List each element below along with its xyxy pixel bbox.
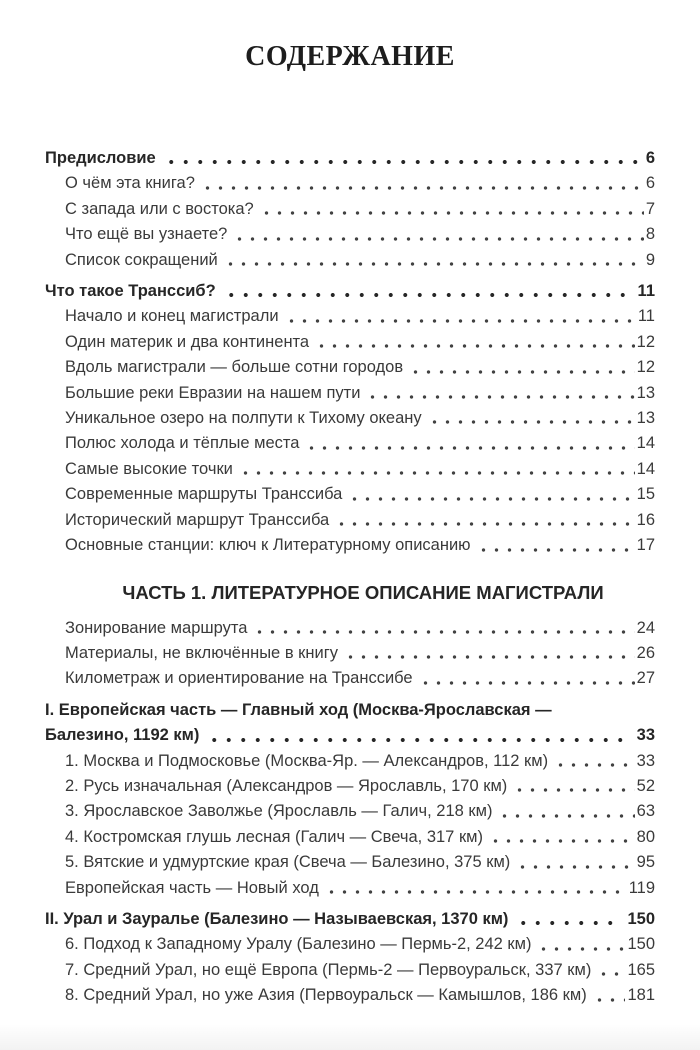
toc-entry-page-number: 80 — [636, 827, 655, 846]
dot-leader — [238, 471, 635, 475]
dot-leader — [592, 998, 626, 1002]
toc-entry-chapter-cont-21 — [45, 723, 655, 748]
dot-leader — [206, 738, 628, 742]
toc-entry-page-number: 6 — [645, 174, 655, 193]
toc-list — [45, 146, 655, 1009]
toc-entry-page-number: 27 — [636, 669, 655, 688]
toc-entry-item-4 — [45, 248, 655, 273]
dot-leader — [427, 420, 635, 424]
toc-entry-label: Что такое Транссиб? — [45, 282, 216, 301]
dot-leader — [223, 262, 644, 266]
toc-entry-item-12 — [45, 457, 655, 482]
dot-leader — [324, 890, 627, 894]
toc-entry-item-26 — [45, 850, 655, 875]
toc-entry-label: II. Урал и Зауралье (Балезино — Называевская, 1370 км) — [45, 909, 509, 928]
toc-entry-item-18 — [45, 641, 655, 666]
dot-leader — [347, 497, 634, 501]
toc-entry-label: Начало и конец магистрали — [65, 307, 279, 326]
toc-entry-label: Большие реки Евразии на нашем пути — [65, 383, 361, 402]
toc-entry-item-27 — [45, 876, 655, 901]
dot-leader — [314, 344, 635, 348]
dot-leader — [408, 370, 635, 374]
toc-entry-page-number: 95 — [636, 853, 655, 872]
dot-leader — [259, 211, 644, 215]
toc-entry-page-number: 165 — [627, 960, 655, 979]
toc-entry-page-number: 6 — [645, 149, 655, 167]
toc-entry-label: Современные маршруты Транссиба — [65, 485, 343, 504]
toc-entry-label: 5. Вятские и удмуртские края (Свеча — Балезино, 375 км) — [65, 853, 511, 872]
toc-entry-page-number: 33 — [636, 751, 655, 770]
toc-entry-label: I. Европейская часть — Главный ход (Москва-Ярославская — — [45, 700, 552, 719]
toc-entry-label: 7. Средний Урал, но ещё Европа (Пермь-2 — Первоуральск, 337 км) — [65, 960, 592, 979]
toc-entry-item-13 — [45, 482, 655, 507]
toc-entry-chapter-first-20 — [45, 698, 655, 723]
toc-entry-page-number: 150 — [627, 909, 655, 928]
dot-leader — [497, 814, 634, 818]
dot-leader — [476, 548, 635, 552]
toc-entry-item-23 — [45, 774, 655, 799]
toc-entry-label: 8. Средний Урал, но уже Азия (Первоуральск — Камышлов, 186 км) — [65, 986, 587, 1005]
toc-entry-label: Балезино, 1192 км) — [45, 726, 200, 745]
toc-entry-chapter-5 — [45, 279, 655, 304]
toc-entry-label: 2. Русь изначальная (Александров — Ярославль, 170 км) — [65, 776, 508, 795]
toc-entry-page-number: 11 — [637, 282, 655, 301]
page-bottom-shadow — [0, 1024, 700, 1050]
toc-entry-label: Список сокращений — [65, 250, 218, 269]
toc-entry-page-number: 13 — [636, 383, 655, 402]
toc-entry-item-2 — [45, 197, 655, 222]
dot-leader — [334, 522, 634, 526]
toc-entry-label: Исторический маршрут Транссиба — [65, 510, 330, 529]
toc-entry-label: 3. Ярославское Заволжье (Ярославль — Галич, 218 км) — [65, 802, 493, 821]
dot-leader — [536, 947, 625, 951]
dot-leader — [596, 972, 625, 976]
toc-entry-page-number: 13 — [636, 409, 655, 428]
toc-entry-page-number: 14 — [636, 434, 655, 453]
toc-entry-label: Основные станции: ключ к Литературному описанию — [65, 536, 471, 555]
toc-entry-item-15 — [45, 533, 655, 558]
dot-leader — [365, 395, 634, 399]
toc-entry-chapter-28 — [45, 907, 655, 932]
dot-leader — [163, 160, 638, 164]
toc-entry-page-number: 16 — [636, 510, 655, 529]
dot-leader — [553, 763, 635, 767]
toc-entry-page-number: 181 — [627, 986, 655, 1005]
toc-entry-item-19 — [45, 666, 655, 691]
toc-entry-part-16 — [58, 580, 668, 605]
toc-entry-item-24 — [45, 799, 655, 824]
toc-entry-item-8 — [45, 355, 655, 380]
dot-leader — [304, 446, 634, 450]
toc-entry-label: Полюс холода и тёплые места — [65, 434, 300, 453]
dot-leader — [512, 788, 634, 792]
dot-leader — [284, 319, 636, 323]
toc-entry-page-number: 52 — [636, 776, 655, 795]
toc-entry-item-31 — [45, 983, 655, 1008]
toc-entry-label: Один материк и два континента — [65, 332, 310, 351]
dot-leader — [252, 630, 634, 634]
toc-entry-page-number: 24 — [636, 618, 655, 637]
toc-entry-page-number: 15 — [636, 485, 655, 504]
toc-entry-page-number: 63 — [636, 802, 655, 821]
toc-entry-label: 6. Подход к Западному Уралу (Балезино — Пермь-2, 242 км) — [65, 935, 532, 954]
toc-entry-label: Что ещё вы узнаете? — [65, 225, 228, 244]
toc-entry-item-14 — [45, 508, 655, 533]
toc-entry-item-9 — [45, 381, 655, 406]
toc-entry-label: Предисловие — [45, 149, 156, 167]
toc-entry-label: С запада или с востока? — [65, 199, 254, 218]
toc-entry-label: Вдоль магистрали — больше сотни городов — [65, 358, 404, 377]
toc-entry-item-25 — [45, 825, 655, 850]
page-title: СОДЕРЖАНИЕ — [245, 41, 455, 72]
toc-entry-item-11 — [45, 431, 655, 456]
toc-entry-item-17 — [45, 616, 655, 641]
toc-entry-item-6 — [45, 304, 655, 329]
toc-entry-page-number: 12 — [636, 332, 655, 351]
toc-entry-page-number: 150 — [627, 935, 655, 954]
toc-entry-item-3 — [45, 222, 655, 247]
toc-entry-label: 4. Костромская глушь лесная (Галич — Свеча, 317 км) — [65, 827, 484, 846]
toc-entry-label: Самые высокие точки — [65, 459, 233, 478]
toc-entry-page-number: 11 — [637, 307, 655, 326]
dot-leader — [200, 186, 644, 190]
toc-entry-label: 1. Москва и Подмосковье (Москва-Яр. — Александров, 112 км) — [65, 751, 549, 770]
toc-entry-label: Материалы, не включённые в книгу — [65, 643, 338, 662]
toc-entry-page-number: 119 — [628, 878, 655, 897]
toc-entry-label: Зонирование маршрута — [65, 618, 248, 637]
toc-entry-page-number: 9 — [645, 250, 655, 269]
toc-entry-label: О чём эта книга? — [65, 174, 195, 193]
toc-entry-page-number: 26 — [636, 643, 655, 662]
toc-entry-page-number: 14 — [636, 459, 655, 478]
toc-entry-page-number: 17 — [636, 536, 655, 555]
dot-leader — [343, 655, 635, 659]
toc-entry-label: Уникальное озеро на полпути к Тихому океану — [65, 409, 422, 428]
dot-leader — [418, 681, 635, 685]
toc-entry-item-7 — [45, 330, 655, 355]
toc-entry-item-30 — [45, 958, 655, 983]
toc-entry-label: Километраж и ориентирование на Транссибе — [65, 669, 413, 688]
toc-entry-item-29 — [45, 932, 655, 957]
dot-leader — [488, 839, 635, 843]
toc-entry-label: Европейская часть — Новый ход — [65, 878, 319, 897]
dot-leader — [232, 237, 644, 241]
toc-entry-page-number: 12 — [636, 358, 655, 377]
toc-entry-item-22 — [45, 749, 655, 774]
toc-entry-item-1 — [45, 171, 655, 196]
dot-leader — [515, 921, 619, 925]
toc-entry-item-10 — [45, 406, 655, 431]
toc-entry-page-number: 8 — [645, 225, 655, 244]
toc-entry-page-number: 7 — [645, 199, 655, 218]
toc-entry-label: ЧАСТЬ 1. ЛИТЕРАТУРНОЕ ОПИСАНИЕ МАГИСТРАЛИ — [122, 581, 604, 603]
dot-leader — [223, 293, 630, 297]
toc-entry-page-number: 33 — [636, 726, 655, 745]
dot-leader — [515, 865, 634, 869]
toc-entry-chapter-0 — [45, 146, 655, 171]
